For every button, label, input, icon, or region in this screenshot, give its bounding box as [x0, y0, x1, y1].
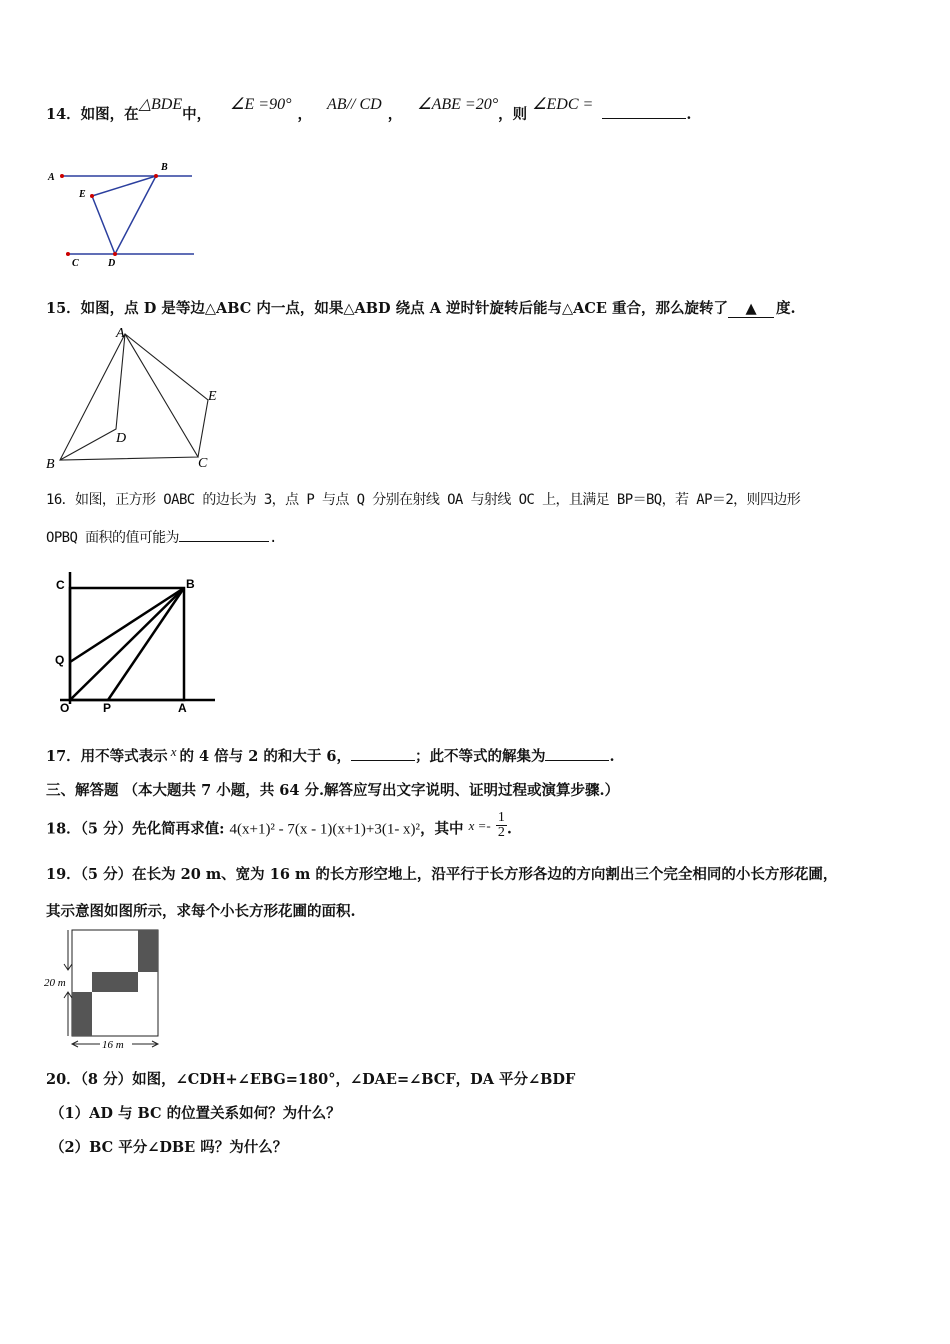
q16-end: . [268, 530, 277, 546]
question-19-line2 [46, 900, 356, 921]
q16-line2: OPBQ 面积的值可能为 [46, 530, 179, 546]
q18-x-eq: x =- [468, 817, 491, 833]
q14-triangle: △BDE [138, 96, 183, 113]
q18-fraction [496, 811, 507, 840]
point-c [66, 252, 70, 256]
q18-where: ，其中 [420, 820, 464, 838]
q18-frac-num: 1 [497, 810, 505, 825]
q15-end: 度. [776, 300, 796, 317]
q17-end: . [609, 748, 615, 765]
q14-cond3: ∠ABE =20° [417, 96, 499, 113]
segment-bo [70, 588, 184, 700]
label-b: B [161, 162, 168, 173]
q18-prefix: 18．（5 分）先化简再求值: [46, 820, 225, 838]
point-b [154, 174, 158, 178]
q14-figure [44, 158, 204, 273]
q17-blank-2 [545, 760, 609, 761]
label-a: A [48, 172, 55, 183]
q17-mid2: ；此不等式的解集为 [414, 748, 546, 765]
label-o: O [60, 701, 70, 715]
q16-answer-blank [179, 541, 269, 542]
q17-prefix: 17．用不等式表示 [46, 748, 168, 765]
question-20-sub1 [50, 1102, 341, 1123]
q18-expression: 4(x+1)² - 7(x - 1)(x+1)+3(1- x)² [229, 821, 421, 838]
point-a [60, 174, 64, 178]
question-20-sub2 [50, 1136, 287, 1157]
label-c: C [56, 578, 65, 592]
label-b: B [186, 577, 195, 591]
garden-bed-3 [72, 992, 92, 1036]
q19-line2: 其示意图如图所示，求每个小长方形花圃的面积. [46, 903, 356, 920]
q14-ask: ∠EDC = [532, 96, 594, 113]
q20-sub1: （1）AD 与 BC 的位置关系如何？为什么？ [50, 1105, 341, 1122]
q14-prefix: 14．如图，在 [46, 106, 139, 123]
question-18 [46, 810, 512, 844]
q18-frac-den: 2 [497, 825, 505, 840]
question-20 [46, 1068, 575, 1089]
segment-bq [70, 588, 184, 662]
segment-bp [108, 588, 184, 700]
width-label: 16 m [102, 1039, 124, 1051]
question-16-line2 [46, 527, 277, 547]
label-c: C [72, 258, 79, 269]
q16-line1: 16．如图，正方形 OABC 的边长为 3，点 P 与点 Q 分别在射线 OA 与射线 OC 上，且满足 BP＝BQ，若 AP＝2，则四边形 [46, 492, 801, 508]
q14-answer-blank [602, 118, 686, 119]
section-3-heading [46, 779, 619, 800]
q15-figure [40, 322, 230, 472]
question-19-line1 [46, 863, 837, 884]
label-p: P [103, 701, 112, 715]
triangle-bde [92, 176, 156, 254]
q14-cond2: AB// CD [327, 96, 382, 113]
label-d: D [116, 431, 127, 446]
label-a: A [178, 701, 187, 715]
triangle-abc [60, 334, 198, 460]
label-c: C [198, 456, 208, 471]
q19-figure [40, 926, 165, 1051]
q15-mark: ▲ [745, 300, 757, 317]
point-d [113, 252, 117, 256]
q14-sep1: ， [297, 106, 312, 123]
q14-sep2: ， [387, 106, 403, 123]
label-q: Q [55, 653, 65, 667]
q18-end: . [506, 820, 512, 838]
q15-answer-blank [728, 300, 774, 318]
q17-var: x [170, 744, 177, 759]
label-e: E [208, 389, 217, 404]
q17-mid: 的 4 倍与 2 的和大于 6， [179, 748, 351, 765]
q15-text: 15．如图，点 D 是等边△ABC 内一点，如果△ABD 绕点 A 逆时针旋转后能与△ACE 重合，那么旋转了 [46, 300, 729, 317]
q14-end: . [686, 106, 692, 123]
question-17 [46, 745, 615, 766]
section-3-text: 三、解答题 （本大题共 7 小题，共 64 分.解答应写出文字说明、证明过程或演算步骤.） [46, 782, 620, 799]
q14-then: ，则 [498, 106, 528, 123]
question-14 [46, 96, 692, 124]
garden-bed-2 [92, 972, 138, 992]
q20-line1: 20．（8 分）如图，∠CDH+∠EBG=180°，∠DAE=∠BCF，DA 平分∠BDF [46, 1071, 576, 1088]
point-e [90, 194, 94, 198]
label-e: E [79, 189, 86, 200]
q16-figure [50, 572, 220, 717]
garden-bed-1 [138, 930, 158, 972]
question-15 [46, 297, 796, 318]
label-a: A [116, 326, 125, 341]
q20-sub2: （2）BC 平分∠DBE 吗？为什么？ [50, 1139, 288, 1156]
label-d: D [108, 258, 116, 269]
height-label: 20 m [44, 977, 66, 989]
triangle-ace [125, 334, 208, 457]
q19-line1: 19．（5 分）在长为 20 m、宽为 16 m 的长方形空地上，沿平行于长方形各边的方向割出三个完全相同的小长方形花圃， [46, 866, 838, 883]
question-16-line1 [46, 489, 800, 509]
q17-blank-1 [351, 760, 415, 761]
q14-cond1: ∠E =90° [230, 96, 292, 113]
label-b: B [46, 457, 55, 472]
q14-zhong: 中， [182, 106, 212, 123]
